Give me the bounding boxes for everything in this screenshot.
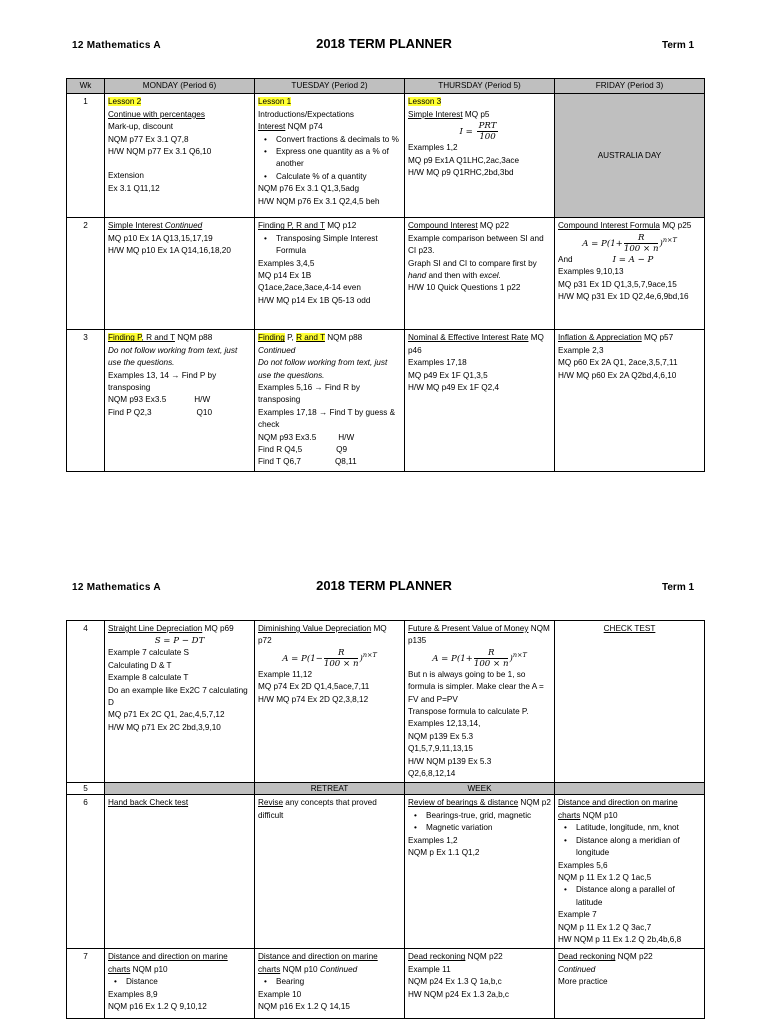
- page-title: 2018 TERM PLANNER: [316, 36, 452, 51]
- list-item: • Latitude, longitude, nm, knot: [568, 822, 701, 834]
- list-item: • Distance along a parallel of latitude: [568, 884, 701, 909]
- reference: NQM p135: [408, 624, 550, 646]
- cell-w7-friday: [555, 949, 705, 1019]
- line: Example 7 calculate S: [108, 648, 190, 658]
- line: Examples 5,16 → Find R by transposing: [258, 383, 360, 405]
- formula: A = P(1+ $\frac{R}{100 \times n}$ )$^{n\times T}$: [432, 647, 527, 669]
- reference: NQM p10: [580, 810, 618, 820]
- line: H/W MQ p31 Ex 1D Q2,4e,6,9bd,16: [558, 292, 689, 302]
- line: H/W 10 Quick Questions 1 p22: [408, 283, 521, 293]
- line: NQM p93 Ex3.5 H/W: [258, 432, 355, 442]
- line: H/W MQ p10 Ex 1A Q14,16,18,20: [108, 246, 231, 256]
- cell-w3-monday: Finding P, R and T NQM p88 Do not follow working from text, just use the questions. Examples 13, 14 → Find P by transposing NQM p93 Ex3.5 H/W Find P Q2,3 Q10: [105, 330, 255, 471]
- cell-w3-tuesday: Finding P, R and T NQM p88 Continued Do not follow working from text, just use the questions. Examples 5,16 → Find R by transposing Examples 17,18 → Find T by guess & check NQM p93 Ex3.5 H/W Find R Q4,5 Q9 Find T Q6,7 Q8,11: [255, 330, 405, 471]
- reference: MQ p72: [258, 624, 387, 646]
- lesson-title: CHECK TEST: [603, 624, 656, 633]
- cell-w5-friday: [555, 783, 705, 795]
- cell-w5-thursday: WEEK: [405, 783, 555, 795]
- formula: A = P(1− $\frac{R}{100 \times n}$ )$^{n\times T}$: [282, 647, 377, 669]
- week-number: 5: [67, 783, 105, 795]
- line: Ex 3.1 Q11,12: [108, 183, 160, 193]
- bullet-list: [558, 884, 701, 909]
- table-row-week-4: [67, 621, 705, 783]
- cell-w2-friday: [555, 218, 705, 330]
- week-number: 6: [67, 795, 105, 949]
- line: NQM p16 Ex 1.2 Q 14,15: [258, 1001, 350, 1011]
- line: Example 7: [558, 910, 597, 920]
- line: Example 11: [408, 964, 451, 974]
- lesson-title: Compound Interest Formula: [558, 221, 660, 231]
- line: Transpose formula to calculate P.: [408, 707, 529, 717]
- week-number: 2: [67, 218, 105, 330]
- bullet-list: [108, 976, 251, 988]
- reference: MQ p12: [324, 221, 357, 231]
- page-header: [0, 36, 768, 58]
- line: Examples 1,2: [408, 835, 458, 845]
- line: But n is always going to be 1, so formula is simpler. Make clear the A = FV and P=PV: [408, 669, 544, 704]
- bullet-list: [558, 822, 701, 859]
- line: H/W MQ p74 Ex 2D Q2,3,8,12: [258, 694, 369, 704]
- line: And I = A − P: [558, 254, 654, 265]
- formula: I = A − P: [612, 254, 654, 265]
- line: Example 10: [258, 989, 302, 999]
- lesson-title: Dead reckoning: [558, 952, 616, 962]
- line: NQM p76 Ex 3.1 Q1,3,5adg: [258, 184, 360, 194]
- planner-table-1: [66, 78, 705, 472]
- cell-w1-thursday: [405, 94, 555, 218]
- line: Examples 13, 14 → Find P by transposing: [108, 370, 217, 393]
- line: Find R Q4,5 Q9: [258, 445, 348, 455]
- line: NQM p93 Ex3.5 H/W: [108, 395, 211, 405]
- reference: MQ p46: [408, 333, 544, 355]
- reference: NQM p2: [518, 798, 551, 808]
- col-thursday: THURSDAY (Period 5): [405, 79, 555, 94]
- page-title: 2018 TERM PLANNER: [316, 578, 452, 593]
- line: NQM p16 Ex 1.2 Q 9,10,12: [108, 1001, 207, 1011]
- line: Example comparison between SI and CI p23.: [408, 233, 544, 256]
- line: Graph SI and CI to compare first by hand and then with excel.: [408, 258, 537, 281]
- reference: NQM p22: [615, 952, 653, 962]
- cell-w6-thursday: [405, 795, 555, 949]
- line: MQ p71 Ex 2C Q1, 2ac,4,5,7,12: [108, 710, 225, 720]
- line: Examples 17,18 → Find T by guess & check: [258, 407, 396, 430]
- line: NQM p139 Ex 5.3: [408, 731, 474, 741]
- cell-w7-tuesday: [255, 949, 405, 1019]
- reference: NQM p88: [324, 333, 363, 343]
- line: H/W MQ p71 Ex 2C 2bd,3,9,10: [108, 722, 221, 732]
- table-row-week-1: [67, 94, 705, 218]
- fraction: $\frac{\text{PRT}}{100}$: [478, 121, 497, 143]
- fraction: $\frac{R}{100 \times n}$: [473, 647, 509, 669]
- cell-w4-friday: [555, 621, 705, 783]
- lesson-title: Finding P, R and T: [258, 221, 325, 231]
- cell-w5-monday: [105, 783, 255, 795]
- continued-label: Continued: [317, 964, 358, 974]
- cell-w6-monday: [105, 795, 255, 949]
- reference: NQM p10: [130, 964, 168, 974]
- bullet-list: [408, 810, 551, 835]
- week-number: 1: [67, 94, 105, 218]
- table-row-week-5: [67, 783, 705, 795]
- table-header-row: [67, 79, 705, 94]
- reference: MQ p69: [202, 624, 234, 633]
- formula: S = P − DT: [154, 636, 205, 647]
- continued-label: Continued: [558, 964, 596, 974]
- line: H/W NQM p77 Ex 3.1 Q6,10: [108, 147, 212, 157]
- fraction: $\frac{R}{100 \times n}$: [323, 647, 359, 669]
- line: H/W MQ p14 Ex 1B Q5-13 odd: [258, 295, 371, 305]
- line: Extension: [108, 171, 144, 181]
- line: Find P Q2,3 Q10: [108, 407, 213, 417]
- lesson-title: Review of bearings & distance: [408, 798, 519, 808]
- lesson-title: Nominal & Effective Interest Rate: [408, 333, 529, 343]
- line: HW NQM p 11 Ex 1.2 Q 2b,4b,6,8: [558, 934, 682, 944]
- reference: MQ p5: [462, 109, 490, 119]
- line: Examples 1,2: [408, 143, 458, 153]
- continued-label: Continued: [162, 221, 203, 231]
- line: Examples 9,10,13: [558, 267, 624, 277]
- page-header: [0, 578, 768, 600]
- line: Example 2,3: [558, 345, 604, 355]
- line: MQ p10 Ex 1A Q13,15,17,19: [108, 233, 213, 243]
- list-item: • Calculate % of a quantity: [268, 171, 401, 183]
- cell-w1-tuesday: [255, 94, 405, 218]
- course-name: 12 Mathematics A: [72, 40, 161, 51]
- lesson-title: Dead reckoning: [408, 952, 466, 962]
- table-row-week-2: [67, 218, 705, 330]
- line: H/W MQ p60 Ex 2A Q2bd,4,6,10: [558, 370, 677, 380]
- lesson-title: Future & Present Value of Money: [408, 624, 529, 633]
- line: Q2,6,8,12,14: [408, 769, 456, 779]
- lesson-title: Continue with percentages: [108, 109, 205, 119]
- col-week: Wk: [67, 79, 105, 94]
- reference: NQM p74: [285, 122, 323, 132]
- line: NQM p77 Ex 3.1 Q7,8: [108, 134, 189, 144]
- cell-w4-thursday: [405, 621, 555, 783]
- line: NQM p Ex 1.1 Q1,2: [408, 848, 480, 858]
- lesson-title: Diminishing Value Depreciation: [258, 624, 372, 633]
- line: Examples 17,18: [408, 358, 467, 368]
- cell-w2-thursday: [405, 218, 555, 330]
- list-item: • Transposing Simple Interest Formula: [268, 233, 401, 258]
- lesson-title: Distance and direction on marine charts: [258, 952, 378, 974]
- line: Examples 12,13,14,: [408, 719, 481, 729]
- note: Do not follow working from text, just use the questions.: [108, 345, 238, 368]
- table-row-week-7: [67, 949, 705, 1019]
- table-row-week-3: [67, 330, 705, 471]
- lesson-title: Revise: [258, 798, 284, 808]
- list-item: • Express one quantity as a % of another: [268, 146, 401, 171]
- lesson-title: Distance and direction on marine charts: [108, 952, 228, 974]
- line: Examples 3,4,5: [258, 258, 315, 268]
- line: MQ p31 Ex 1D Q1,3,5,7,9ace,15: [558, 279, 677, 289]
- cell-w2-tuesday: [255, 218, 405, 330]
- cell-w6-tuesday: Revise any concepts that proved difficult: [255, 795, 405, 949]
- lesson-title: Straight Line Depreciation: [108, 624, 203, 633]
- reference: NQM p10: [280, 964, 318, 974]
- lesson-title: Inflation & Appreciation: [558, 333, 642, 343]
- fraction: $\frac{R}{100 \times n}$: [623, 232, 659, 254]
- reference: MQ p22: [477, 221, 510, 231]
- cell-w4-monday: [105, 621, 255, 783]
- line: MQ p49 Ex 1F Q1,3,5: [408, 370, 488, 380]
- cell-w4-tuesday: [255, 621, 405, 783]
- formula: I = $\frac{\text{PRT}}{100}$: [459, 121, 497, 143]
- formula: A = P(1+ $\frac{R}{100 \times n}$ )$^{n\times T}$: [582, 232, 677, 254]
- lesson-title: Compound Interest: [408, 221, 478, 231]
- lesson-title: Finding P: [108, 333, 142, 343]
- line: Examples 5,6: [558, 860, 608, 870]
- line: Example 8 calculate T: [108, 673, 189, 683]
- cell-w6-friday: [555, 795, 705, 949]
- week-number: 3: [67, 330, 105, 471]
- line: MQ p9 Ex1A Q1LHC,2ac,3ace: [408, 155, 520, 165]
- line: H/W NQM p76 Ex 3.1 Q2,4,5 beh: [258, 196, 380, 206]
- line: Example 11,12: [258, 669, 313, 679]
- week-number: 7: [67, 949, 105, 1019]
- reference: NQM p88: [174, 333, 213, 343]
- line: Calculating D & T: [108, 660, 172, 670]
- line: More practice: [558, 977, 608, 987]
- holiday-label: AUSTRALIA DAY: [597, 150, 662, 160]
- lesson-label: Lesson 2: [108, 97, 142, 107]
- line: Find T Q6,7 Q8,11: [258, 457, 357, 467]
- lesson-title: Distance and direction on marine charts: [558, 798, 678, 820]
- cell-w7-monday: [105, 949, 255, 1019]
- list-item: • Bearings-true, grid, magnetic: [418, 810, 551, 822]
- col-monday: MONDAY (Period 6): [105, 79, 255, 94]
- line: Do an example like Ex2C 7 calculating D: [108, 685, 248, 708]
- line: NQM p 11 Ex 1.2 Q 1ac,5: [558, 872, 652, 882]
- reference: NQM p22: [465, 952, 503, 962]
- line: Q1,5,7,9,11,13,15: [408, 744, 473, 754]
- cell-w1-friday: [555, 94, 705, 218]
- lesson-title: Finding: [258, 333, 285, 343]
- course-name: 12 Mathematics A: [72, 582, 161, 593]
- line: MQ p14 Ex 1B: [258, 271, 312, 281]
- continued-label: Continued: [258, 345, 296, 355]
- line: HW NQM p24 Ex 1.3 2a,b,c: [408, 989, 510, 999]
- bullet-list: [258, 233, 401, 258]
- cell-w1-monday: [105, 94, 255, 218]
- list-item: • Magnetic variation: [418, 822, 551, 834]
- cell-w3-friday: [555, 330, 705, 471]
- line: NQM p 11 Ex 1.2 Q 3ac,7: [558, 922, 652, 932]
- lesson-label: Lesson 3: [408, 97, 442, 107]
- lesson-title: Introductions/Expectations: [258, 109, 355, 119]
- week-number: 4: [67, 621, 105, 783]
- col-tuesday: TUESDAY (Period 2): [255, 79, 405, 94]
- list-item: • Convert fractions & decimals to %: [268, 134, 401, 146]
- cell-w7-thursday: [405, 949, 555, 1019]
- line: MQ p74 Ex 2D Q1,4,5ace,7,11: [258, 682, 370, 692]
- line: Mark-up, discount: [108, 122, 174, 132]
- lesson-title: Interest: [258, 122, 286, 132]
- lesson-title: Simple Interest: [408, 109, 463, 119]
- line: Examples 8,9: [108, 989, 158, 999]
- reference: MQ p57: [641, 333, 674, 343]
- line: MQ p60 Ex 2A Q1, 2ace,3,5,7,11: [558, 358, 678, 368]
- list-item: • Distance along a meridian of longitude: [568, 835, 701, 860]
- line: NQM p24 Ex 1.3 Q 1a,b,c: [408, 977, 502, 987]
- term-label: Term 1: [662, 40, 695, 51]
- line: H/W MQ p49 Ex 1F Q2,4: [408, 383, 499, 393]
- list-item: • Bearing: [268, 976, 401, 988]
- bullet-list: [258, 134, 401, 184]
- cell-w2-monday: [105, 218, 255, 330]
- lesson-title: Simple Interest: [108, 221, 163, 231]
- lesson-label: Lesson 1: [258, 97, 292, 107]
- line: H/W NQM p139 Ex 5.3: [408, 756, 492, 766]
- list-item: • Distance: [118, 976, 251, 988]
- note: Do not follow working from text, just use the questions.: [258, 358, 388, 380]
- term-label: Term 1: [662, 582, 695, 593]
- line: Q1ace,2ace,3ace,4-14 even: [258, 283, 361, 293]
- bullet-list: [258, 976, 401, 988]
- planner-table-2: [66, 620, 705, 1019]
- reference: MQ p25: [659, 221, 692, 231]
- col-friday: FRIDAY (Period 3): [555, 79, 705, 94]
- line: H/W MQ p9 Q1RHC,2bd,3bd: [408, 168, 514, 178]
- lesson-title: Hand back Check test: [108, 798, 189, 808]
- table-row-week-6: [67, 795, 705, 949]
- cell-w3-thursday: [405, 330, 555, 471]
- cell-w5-tuesday: RETREAT: [255, 783, 405, 795]
